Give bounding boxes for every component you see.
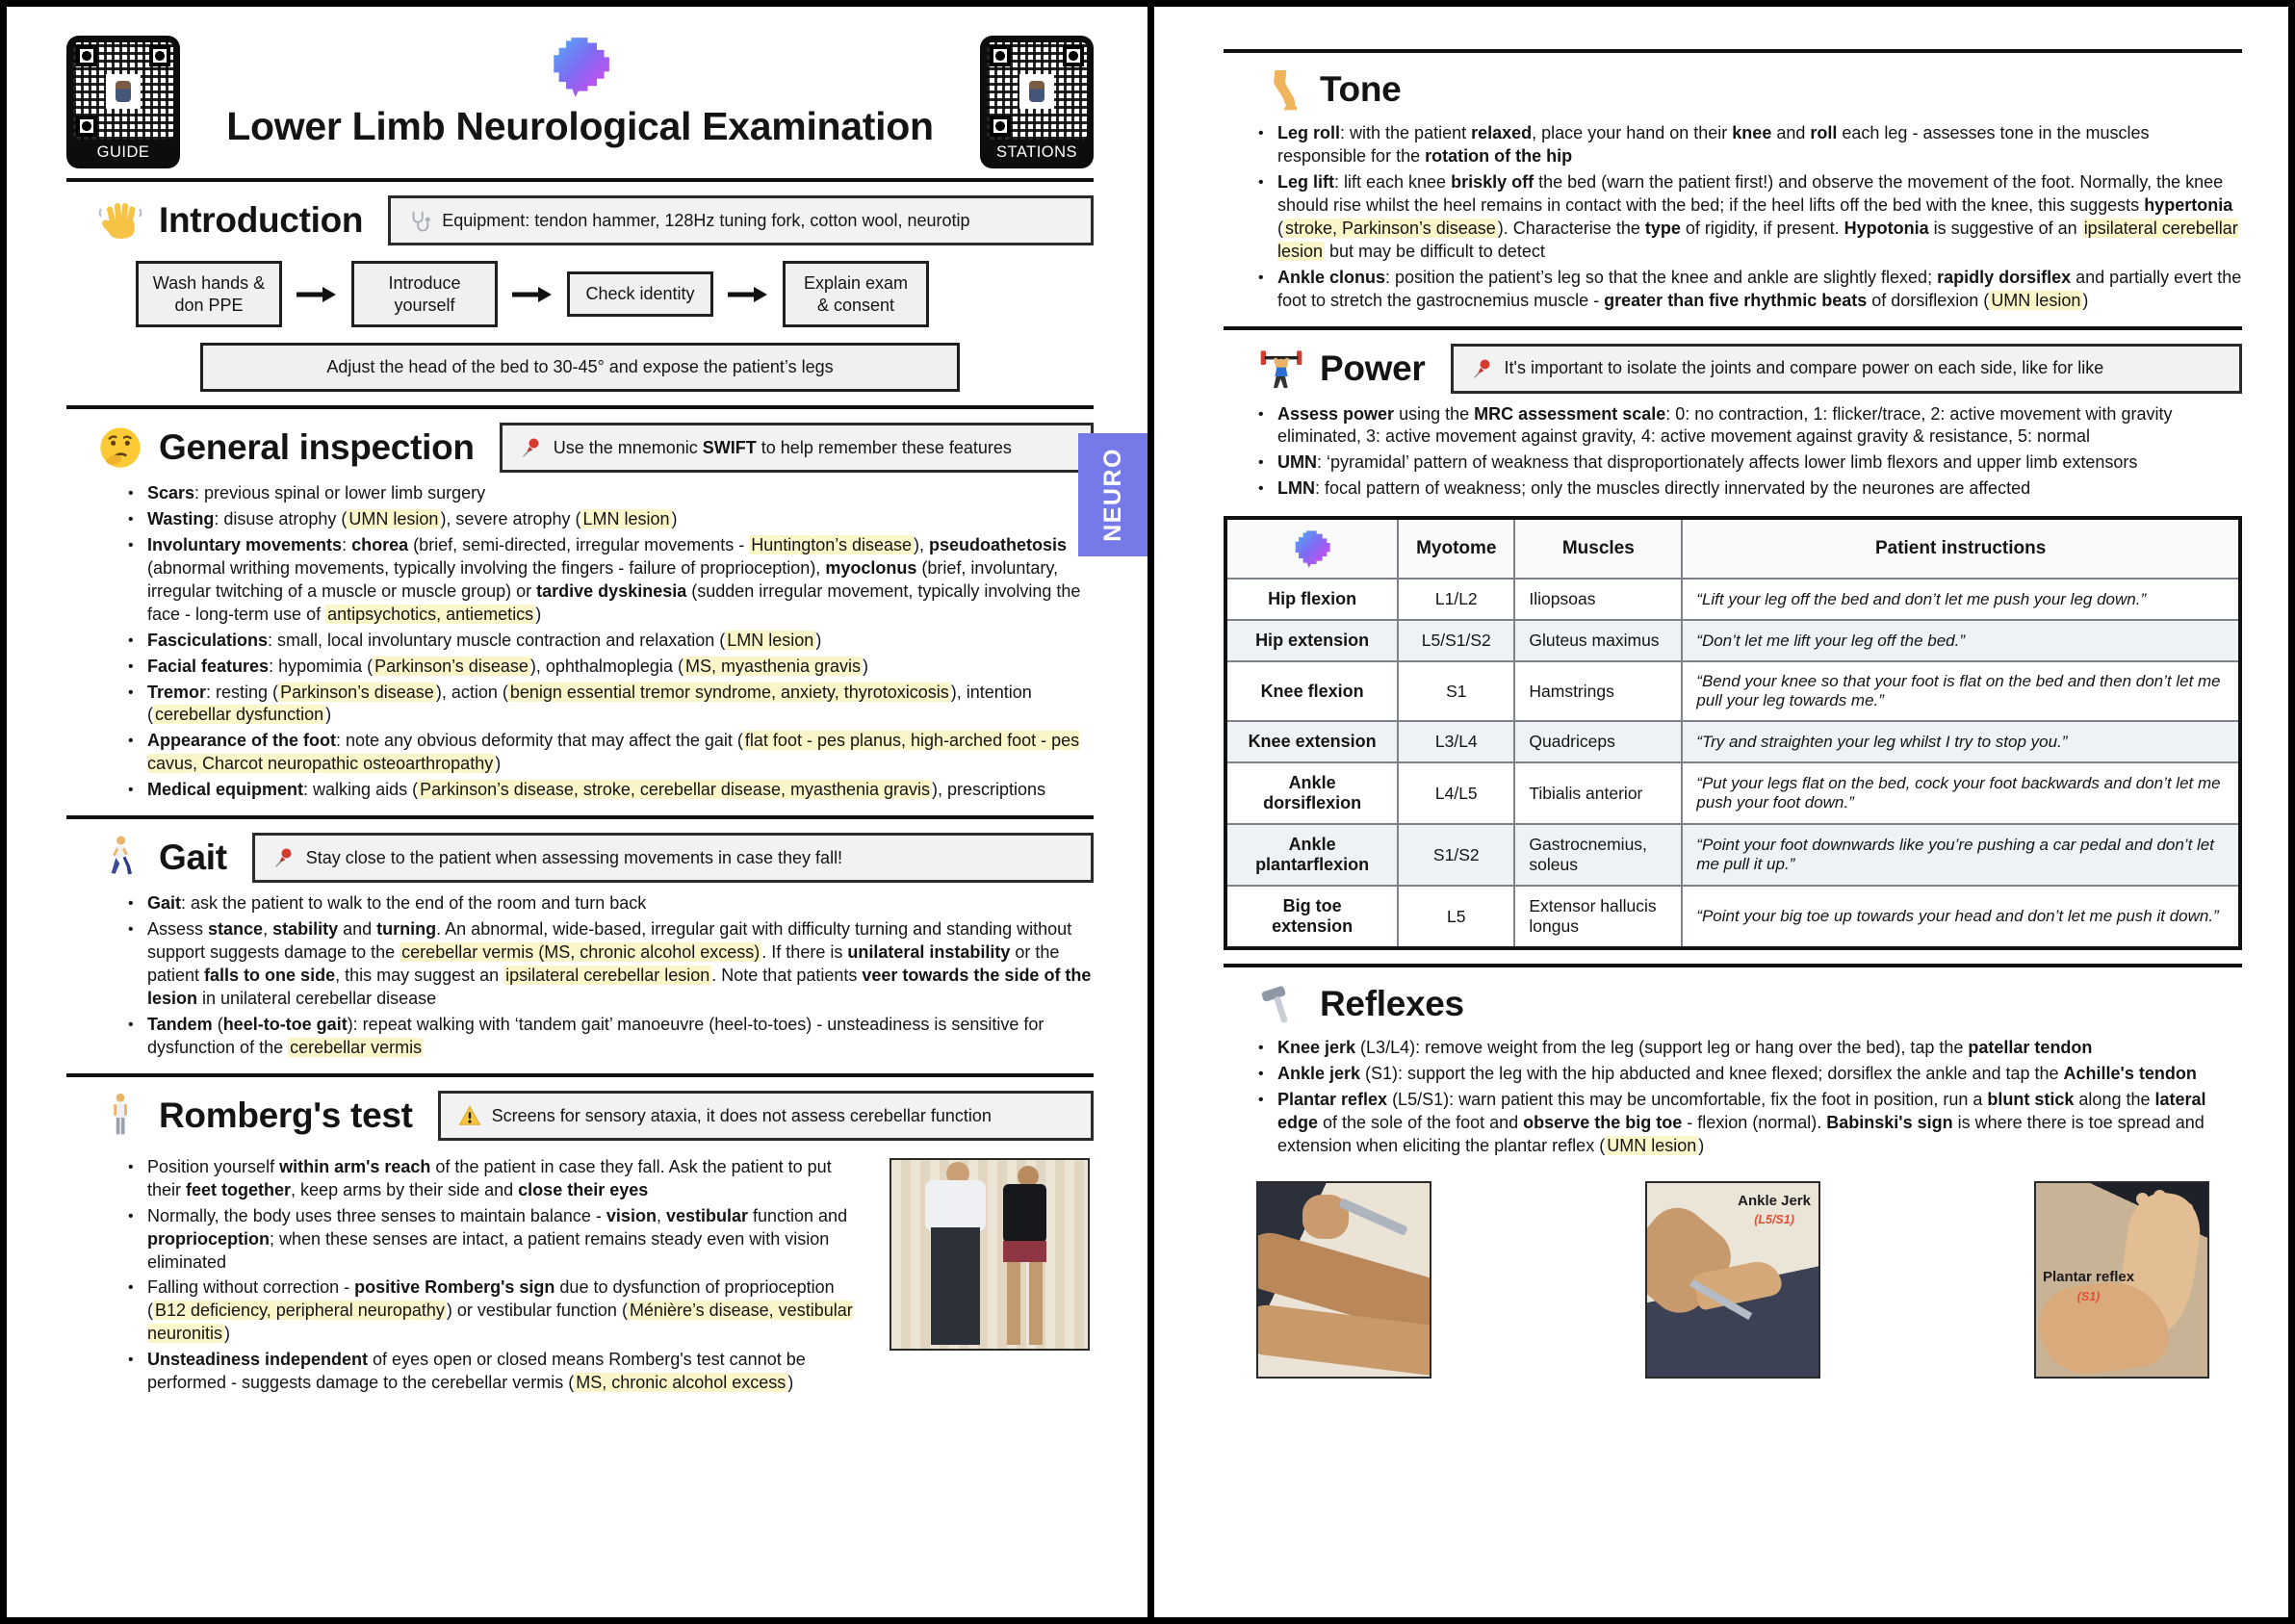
myotome-cell: S1	[1398, 661, 1514, 721]
hammer-icon	[1258, 981, 1304, 1027]
bullet-item: • Wasting: disuse atrophy ( UMN lesion ), severe atrophy ( LMN lesion )	[147, 508, 1094, 531]
equipment-note	[388, 195, 1094, 245]
patient-figure	[1007, 1262, 1043, 1345]
power-tip-note	[1451, 344, 2242, 394]
table-row	[1225, 661, 2240, 721]
general-inspection-heading: General inspection	[159, 427, 475, 467]
gait-note-text: Stay close to the patient when assessing movements in case they fall!	[305, 847, 843, 867]
photo-label-sub: (L5/S1)	[1754, 1213, 1794, 1227]
examiner-figure	[931, 1227, 980, 1345]
myotome-cell: L5/S1/S2	[1398, 620, 1514, 661]
section-introduction	[66, 195, 1094, 392]
reflex-photos	[1224, 1181, 2242, 1379]
bullet-item: • Position yourself within arm's reach of the patient in case they fall. Ask the patient to put their feet together, keep arms by their side and close their eyes	[147, 1156, 863, 1202]
page-divider	[1148, 7, 1154, 1617]
standing-person-icon	[97, 1093, 143, 1139]
photo-label-text: Ankle Jerk	[1738, 1192, 1811, 1209]
knee-jerk-photo	[1256, 1181, 1431, 1379]
swift-note-text: Use the mnemonic SWIFT to help remember these features	[553, 437, 1012, 457]
qr-finder-icon	[1063, 45, 1084, 66]
weightlifter-icon	[1258, 346, 1304, 392]
qr-center-image	[1019, 74, 1054, 109]
muscles-cell: Gastrocnemius, soleus	[1514, 824, 1682, 886]
column-header-instructions: Patient instructions	[1682, 518, 2240, 579]
qr-finder-icon	[76, 45, 97, 66]
section-divider	[66, 178, 1094, 182]
bullet-item: • Tandem (heel-to-toe gait): repeat walking with ‘tandem gait’ manoeuvre (heel-to-toes) - unsteadiness is sensitive for dysfunction of the cerebellar vermis	[147, 1014, 1094, 1060]
brain-logo-icon	[1225, 518, 1398, 579]
qr-code-guide	[66, 36, 180, 168]
movement-cell: Big toe extension	[1225, 886, 1398, 948]
romberg-heading: Romberg's test	[159, 1095, 413, 1135]
section-general-inspection	[66, 423, 1094, 802]
section-divider	[66, 1073, 1094, 1077]
section-reflexes	[1224, 981, 2242, 1379]
section-divider	[66, 815, 1094, 819]
movement-cell: Hip extension	[1225, 620, 1398, 661]
waving-hand-icon	[97, 197, 143, 244]
section-power	[1224, 344, 2242, 951]
bullet-item: • Gait: ask the patient to walk to the end of the room and turn back	[147, 892, 1094, 915]
movement-cell: Ankle plantarflexion	[1225, 824, 1398, 886]
romberg-demo-photo	[890, 1158, 1090, 1351]
swift-mnemonic-note	[500, 423, 1094, 473]
patient-figure	[1003, 1184, 1046, 1243]
plantar-reflex-photo	[2034, 1181, 2209, 1379]
examiner-figure	[925, 1180, 986, 1231]
movement-cell: Knee flexion	[1225, 661, 1398, 721]
photo-label-text: Plantar reflex	[2043, 1269, 2135, 1286]
myotome-table	[1224, 516, 2242, 950]
bullet-item: • Falling without correction - positive Romberg's sign due to dysfunction of proprioception ( B12 deficiency, peripheral neuropathy ) or vestibular function ( Ménière’s disease, vestibular neuronitis )	[147, 1276, 863, 1346]
bed-position-note	[200, 343, 961, 392]
movement-cell: Hip flexion	[1225, 579, 1398, 620]
pushpin-icon	[520, 436, 543, 459]
romberg-note-text: Screens for sensory ataxia, it does not assess cerebellar function	[491, 1105, 992, 1125]
section-divider	[1224, 964, 2242, 967]
muscles-cell: Iliopsoas	[1514, 579, 1682, 620]
gait-list	[66, 892, 1094, 1060]
flow-step: Explain exam & consent	[783, 261, 929, 327]
column-header-muscles: Muscles	[1514, 518, 1682, 579]
tone-list	[1224, 122, 2242, 313]
pushpin-icon	[272, 846, 296, 869]
table-row	[1225, 579, 2240, 620]
bullet-item: • Normally, the body uses three senses to maintain balance - vision, vestibular function and proprioception; when these senses are intact, a patient remains steady even with vision eliminated	[147, 1205, 863, 1275]
muscles-cell: Gluteus maximus	[1514, 620, 1682, 661]
power-note-text: It's important to isolate the joints and compare power on each side, like for like	[1504, 358, 2104, 378]
flow-arrow-icon	[726, 285, 770, 304]
bullet-item: • Appearance of the foot: note any obvious deformity that may affect the gait ( flat foot - pes planus, high-arched foot - pes cavus, Charcot neuropathic osteoarthropathy )	[147, 730, 1094, 776]
bullet-item: • UMN: ‘pyramidal’ pattern of weakness that disproportionately affects lower limb flexors and upper limb extensors	[1277, 451, 2242, 475]
intro-flowchart	[136, 261, 1094, 327]
bullet-item: • Tremor: resting ( Parkinson’s disease ), action ( benign essential tremor syndrome, anxiety, thyrotoxicosis ), intention ( cerebellar dysfunction )	[147, 682, 1094, 728]
romberg-list	[66, 1156, 863, 1398]
movement-cell: Ankle dorsiflexion	[1225, 762, 1398, 824]
myotome-cell: L4/L5	[1398, 762, 1514, 824]
section-gait	[66, 833, 1094, 1060]
instruction-cell: “Bend your knee so that your foot is flat on the bed and then don’t let me pull your leg towards me.”	[1682, 661, 2240, 721]
qr-guide-label: GUIDE	[96, 143, 150, 161]
table-row	[1225, 886, 2240, 948]
gait-heading: Gait	[159, 838, 227, 878]
photo-label	[2043, 1268, 2134, 1305]
patient-figure	[1003, 1241, 1046, 1262]
bullet-item: • Ankle jerk (S1): support the leg with the hip abducted and knee flexed; dorsiflex the ankle and tap the Achille's tendon	[1277, 1063, 2242, 1086]
section-romberg	[66, 1091, 1094, 1402]
bullet-item: • Leg lift: lift each knee briskly off the bed (warn the patient first!) and observe the movement of the foot. Normally, the knee should rise whilst the heel remains in contact with the bed; if the heel lifts off the bed with the knee, this suggests hypertonia ( stroke, Parkinson’s disease ). Characterise the type of rigidity, if present. Hypotonia is suggestive of an ipsilateral cerebellar lesion but may be difficult to detect	[1277, 171, 2242, 264]
neuro-tab-label: NEURO	[1098, 448, 1126, 542]
power-list	[1224, 403, 2242, 502]
qr-code-stations	[980, 36, 1094, 168]
instruction-cell: “Point your big toe up towards your head and don’t let me push it down.”	[1682, 886, 2240, 948]
flow-step: Wash hands & don PPE	[136, 261, 282, 327]
bullet-item: • Plantar reflex (L5/S1): warn patient this may be uncomfortable, fix the foot in position, run a blunt stick along the lateral edge of the sole of the foot and observe the big toe - flexion (normal). Babinski's sign is where there is toe spread and extension when eliciting the plantar reflex ( UMN lesion )	[1277, 1089, 2242, 1158]
qr-pattern-icon	[73, 42, 173, 140]
bed-position-text: Adjust the head of the bed to 30-45° and expose the patient’s legs	[326, 357, 834, 376]
flow-step: Introduce yourself	[351, 261, 498, 327]
column-header-myotome: Myotome	[1398, 518, 1514, 579]
movement-cell: Knee extension	[1225, 721, 1398, 762]
romberg-warning-note	[438, 1091, 1094, 1141]
qr-finder-icon	[990, 116, 1011, 137]
photo-label-sub: (S1)	[2076, 1289, 2101, 1303]
walking-person-icon	[97, 835, 143, 881]
table-header-row	[1225, 518, 2240, 579]
qr-finder-icon	[990, 45, 1011, 66]
instruction-cell: “Don’t let me lift your leg off the bed.”	[1682, 620, 2240, 661]
gait-safety-note	[252, 833, 1094, 883]
page-title: Lower Limb Neurological Examination	[226, 104, 934, 148]
bullet-item: • Knee jerk (L3/L4): remove weight from the leg (support leg or hang over the bed), tap the patellar tendon	[1277, 1037, 2242, 1060]
section-divider	[1224, 49, 2242, 53]
page-header	[66, 36, 1094, 168]
table-row	[1225, 721, 2240, 762]
flow-arrow-icon	[510, 285, 554, 304]
qr-center-image	[106, 74, 141, 109]
instruction-cell: “Try and straighten your leg whilst I try to stop you.”	[1682, 721, 2240, 762]
qr-finder-icon	[76, 116, 97, 137]
neuro-section-tab	[1078, 433, 1148, 556]
bullet-item: • Ankle clonus: position the patient’s leg so that the knee and ankle are slightly flexed; rapidly dorsiflex and partially evert the foot to stretch the gastrocnemius muscle - greater than five rhythmic beats of dorsiflexion ( UMN lesion )	[1277, 267, 2242, 313]
bullet-item: • Leg roll: with the patient relaxed, place your hand on their knee and roll each leg - assesses tone in the muscles responsible for the rotation of the hip	[1277, 122, 2242, 168]
page-left	[7, 7, 1148, 1617]
table-row	[1225, 762, 2240, 824]
muscles-cell: Quadriceps	[1514, 721, 1682, 762]
muscles-cell: Tibialis anterior	[1514, 762, 1682, 824]
table-row	[1225, 824, 2240, 886]
title-block	[180, 36, 980, 149]
section-tone	[1224, 66, 2242, 313]
brain-logo-icon	[180, 36, 980, 102]
warning-icon	[458, 1104, 481, 1127]
bullet-item: • Assess stance, stability and turning. An abnormal, wide-based, irregular gait with difficulty turning and standing without support suggests damage to the cerebellar vermis (MS, chronic alcohol excess) . If there is unilateral instability or the patient falls to one side, this may suggest an ipsilateral cerebellar lesion . Note that patients veer towards the side of the lesion in unilateral cerebellar disease	[147, 918, 1094, 1011]
bullet-item: • Medical equipment: walking aids ( Parkinson’s disease, stroke, cerebellar disease, myasthenia gravis ), prescriptions	[147, 779, 1094, 802]
qr-pattern-icon	[987, 42, 1087, 140]
section-divider	[1224, 326, 2242, 330]
instruction-cell: “Point your foot downwards like you’re pushing a car pedal and don’t let me pull it up.”	[1682, 824, 2240, 886]
section-divider	[66, 405, 1094, 409]
myotome-cell: L3/L4	[1398, 721, 1514, 762]
flow-arrow-icon	[295, 285, 339, 304]
bullet-item: • Fasciculations: small, local involuntary muscle contraction and relaxation ( LMN lesion )	[147, 630, 1094, 653]
reflexes-list	[1224, 1037, 2242, 1158]
myotome-cell: L1/L2	[1398, 579, 1514, 620]
tone-heading: Tone	[1320, 69, 1402, 109]
general-inspection-list	[66, 482, 1094, 802]
reflexes-heading: Reflexes	[1320, 984, 1464, 1024]
pushpin-icon	[1471, 357, 1494, 380]
qr-stations-label: STATIONS	[995, 143, 1078, 161]
bullet-item: • LMN: focal pattern of weakness; only the muscles directly innervated by the neurones are affected	[1277, 477, 2242, 501]
qr-finder-icon	[149, 45, 170, 66]
myotome-cell: L5	[1398, 886, 1514, 948]
thinking-face-icon	[97, 425, 143, 471]
flow-step: Check identity	[567, 271, 713, 317]
bullet-item: • Unsteadiness independent of eyes open or closed means Romberg's test cannot be performed - suggests damage to the cerebellar vermis ( MS, chronic alcohol excess )	[147, 1349, 863, 1395]
muscles-cell: Hamstrings	[1514, 661, 1682, 721]
introduction-heading: Introduction	[159, 200, 364, 240]
stethoscope-icon	[408, 209, 431, 232]
page-right	[1154, 7, 2288, 1617]
instruction-cell: “Put your legs flat on the bed, cock your foot backwards and don’t let me push your foot down.”	[1682, 762, 2240, 824]
leg-icon	[1258, 66, 1304, 113]
power-heading: Power	[1320, 348, 1426, 388]
equipment-note-text: Equipment: tendon hammer, 128Hz tuning fork, cotton wool, neurotip	[442, 210, 970, 230]
bullet-item: • Scars: previous spinal or lower limb surgery	[147, 482, 1094, 505]
muscles-cell: Extensor hallucis longus	[1514, 886, 1682, 948]
bullet-item: • Involuntary movements: chorea (brief, semi-directed, irregular movements - Huntington’s disease ), pseudoathetosis (abnormal writhing movements, typically involving the fingers - failure of proprioception), myoclonus (brief, involuntary, irregular twitching of a muscle or muscle group) or tardive dyskinesia (sudden irregular movement, typically involving the face - long-term use of antipsychotics, antiemetics )	[147, 534, 1094, 627]
ankle-jerk-photo	[1645, 1181, 1820, 1379]
bullet-item: • Assess power using the MRC assessment scale: 0: no contraction, 1: flicker/trace, 2: active movement with gravity eliminated, 3: active movement against gravity, 4: active movement against gravity & resistance, 5: normal	[1277, 403, 2242, 450]
photo-label	[1738, 1192, 1811, 1229]
table-row	[1225, 620, 2240, 661]
instruction-cell: “Lift your leg off the bed and don’t let me push your leg down.”	[1682, 579, 2240, 620]
bullet-item: • Facial features: hypomimia ( Parkinson’s disease ), ophthalmoplegia ( MS, myasthenia gravis )	[147, 656, 1094, 679]
myotome-cell: S1/S2	[1398, 824, 1514, 886]
